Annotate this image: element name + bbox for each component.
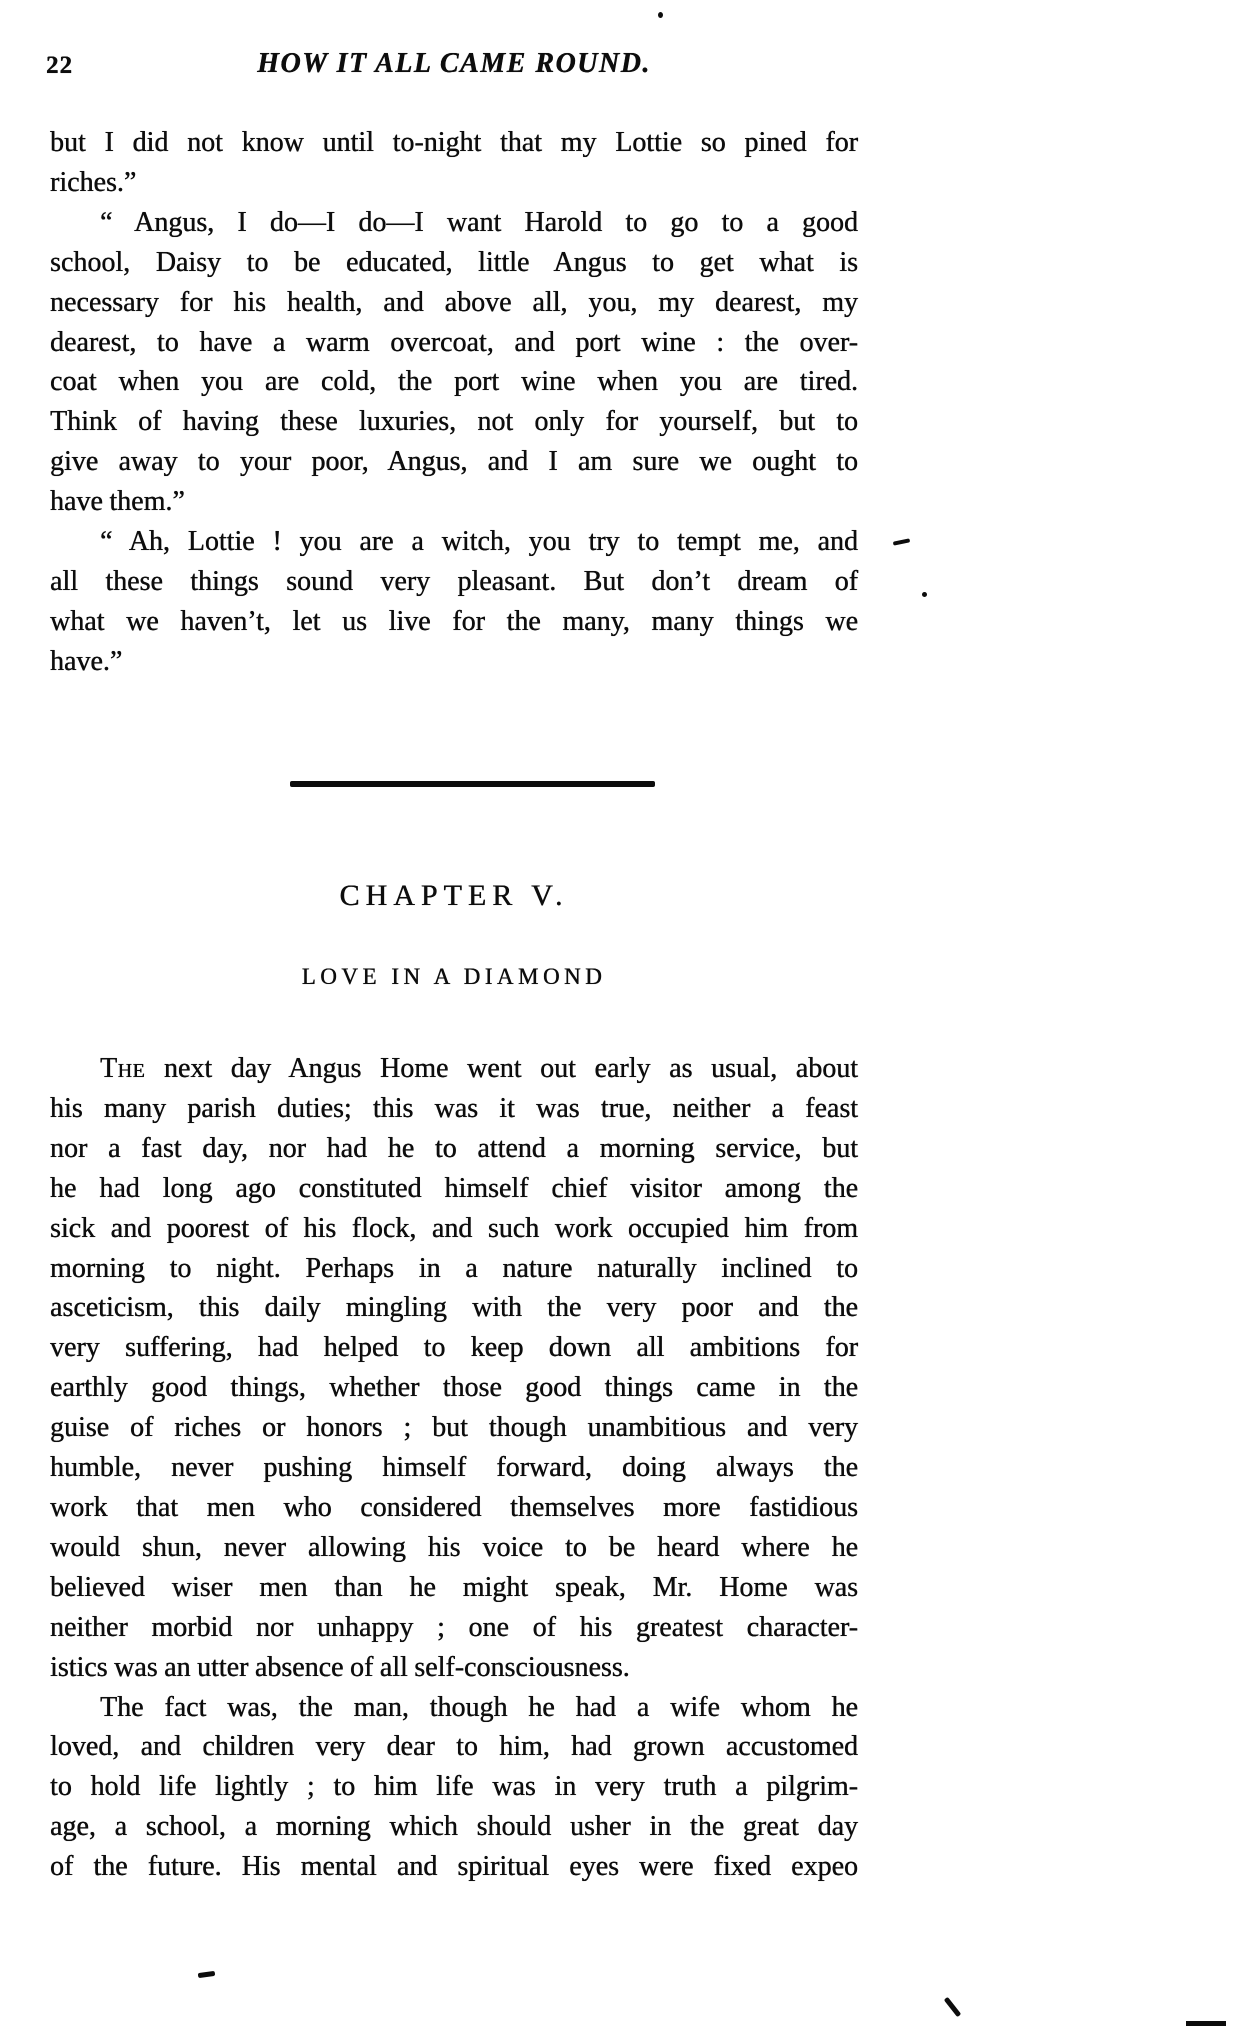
text-line: his many parish duties; this was it was true, neither a feast: [50, 1092, 858, 1124]
text-line: necessary for his health, and above all, you, my dearest, my: [50, 286, 858, 318]
text-line: morning to night. Perhaps in a nature naturally inclined to: [50, 1252, 858, 1284]
text-line: to hold life lightly ; to him life was in very truth a pilgrim-: [50, 1771, 858, 1803]
text-line: give away to your poor, Angus, and I am sure we ought to: [50, 446, 858, 478]
text-line: Think of having these luxuries, not only for yourself, but to: [50, 406, 858, 438]
text-line: istics was an utter absence of all self-consciousness.: [50, 1651, 630, 1683]
text-line: dearest, to have a warm overcoat, and port wine : the over-: [50, 326, 858, 358]
text-line: have.”: [50, 645, 123, 677]
text-line: but I did not know until to-night that my Lottie so pined for: [50, 127, 858, 158]
text-line: believed wiser men than he might speak, Mr. Home was: [50, 1571, 858, 1603]
text-line: work that men who considered themselves more fastidious: [50, 1491, 858, 1523]
text-line: have them.”: [50, 486, 185, 518]
ink-dash-bottom-left: [198, 1971, 216, 1978]
text-line: earthly good things, whether those good things came in the: [50, 1372, 858, 1404]
text-line: nor a fast day, nor had he to attend a morning service, but: [50, 1132, 858, 1164]
page-number: 22: [46, 52, 73, 79]
ink-tick-right-margin: [893, 538, 910, 545]
text-line: sick and poorest of his flock, and such work occupied him from: [50, 1212, 858, 1244]
text-line: school, Daisy to be educated, little Angus to get what is: [50, 246, 858, 278]
text-line: age, a school, a morning which should usher in the great day: [50, 1811, 858, 1843]
text-line: guise of riches or honors ; but though unambitious and very: [50, 1412, 858, 1444]
text-line: loved, and children very dear to him, had grown accustomed: [50, 1731, 858, 1763]
ink-slash-bottom-right: [944, 1997, 961, 2017]
running-title: HOW IT ALL CAME ROUND.: [257, 48, 651, 79]
small-caps-lead-word: The: [100, 1053, 146, 1084]
text-line: very suffering, had helped to keep down all ambitions for: [50, 1332, 858, 1364]
ink-dash-bottom-edge: [1186, 2021, 1226, 2026]
ink-speck-above-header: [658, 12, 663, 18]
text-line: all these things sound very pleasant. But don’t dream of: [50, 565, 858, 597]
chapter-divider-rule: [290, 781, 655, 787]
chapter-heading: CHAPTER V.: [339, 879, 569, 912]
text-line: he had long ago constituted himself chief visitor among the: [50, 1172, 858, 1204]
text-line: “ Angus, I do—I do—I want Harold to go to a good: [100, 206, 858, 238]
text-line: what we haven’t, let us live for the many, many things we: [50, 605, 858, 637]
text-line: neither morbid nor unhappy ; one of his greatest character-: [50, 1611, 858, 1643]
text-line: The next day Angus Home went out early as usual, about: [100, 1053, 858, 1084]
text-line: coat when you are cold, the port wine when you are tired.: [50, 366, 858, 398]
text-line: riches.”: [50, 166, 137, 198]
ink-dot-right-margin: [922, 592, 927, 597]
text-line: of the future. His mental and spiritual eyes were fixed expeo: [50, 1851, 858, 1883]
text-line: asceticism, this daily mingling with the very poor and the: [50, 1292, 858, 1324]
text-line: humble, never pushing himself forward, doing always the: [50, 1452, 858, 1484]
text-line: “ Ah, Lottie ! you are a witch, you try to tempt me, and: [100, 526, 858, 558]
text-line: would shun, never allowing his voice to be heard where he: [50, 1531, 858, 1563]
text-line: The fact was, the man, though he had a wife whom he: [100, 1691, 858, 1723]
text-block-chapter5-start: [50, 1049, 858, 1887]
chapter-subtitle: LOVE IN A DIAMOND: [301, 964, 607, 989]
text-block-chapter4-end: [50, 123, 858, 682]
